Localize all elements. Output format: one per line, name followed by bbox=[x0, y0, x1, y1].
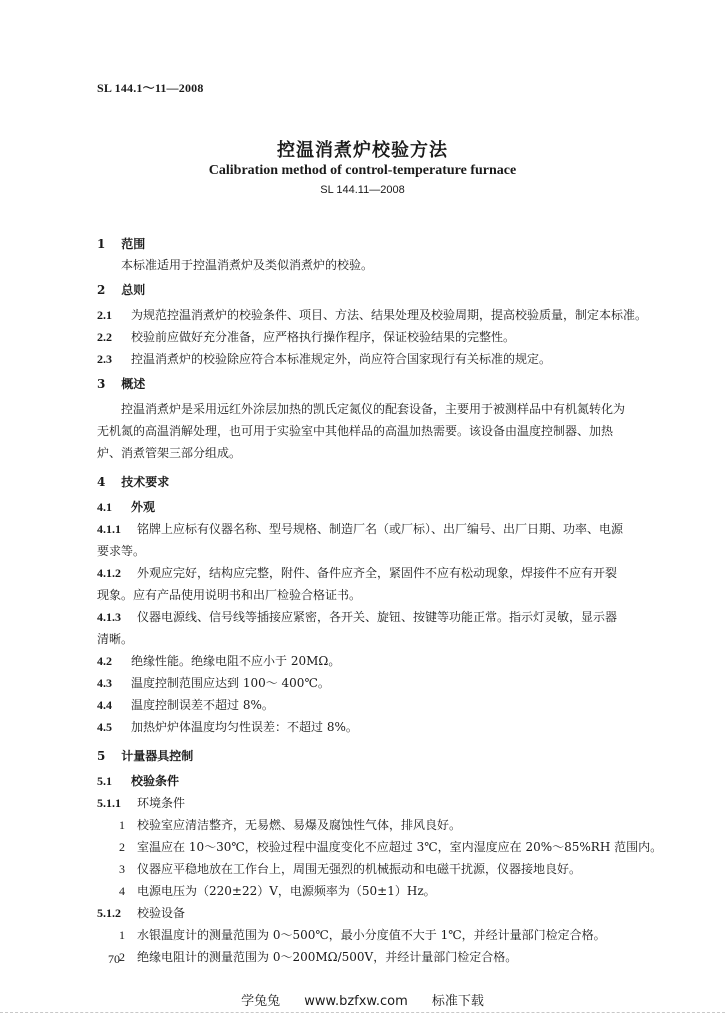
clause-text: 为规范控温消煮炉的校验条件、项目、方法、结果处理及校验周期，提高校验质量，制定本标准。 bbox=[131, 308, 648, 322]
clause-number: 5.1 bbox=[97, 774, 112, 788]
clause-number: 4.4 bbox=[97, 698, 112, 712]
section-5-heading bbox=[97, 746, 667, 766]
item-text: 校验室应清洁整齐，无易燃、易爆及腐蚀性气体，排风良好。 bbox=[137, 818, 462, 832]
equip-item-2 bbox=[97, 946, 667, 968]
section-2-heading bbox=[97, 280, 667, 300]
clause-number: 4.2 bbox=[97, 654, 112, 668]
item-number: 1 bbox=[119, 818, 125, 832]
clause-number: 4.5 bbox=[97, 720, 112, 734]
item-text: 电源电压为（220±22）V，电源频率为（50±1）Hz。 bbox=[137, 884, 436, 898]
clause-number: 2.1 bbox=[97, 308, 112, 322]
item-text: 绝缘电阻计的测量范围为 0～200MΩ/500V，并经计量部门检定合格。 bbox=[137, 950, 518, 964]
clause-text: 温度控制误差不超过 8%。 bbox=[131, 698, 274, 712]
section-number: 3 bbox=[97, 377, 106, 391]
item-text: 水银温度计的测量范围为 0～500℃，最小分度值不大于 1℃，并经计量部门检定合格。 bbox=[137, 928, 606, 942]
clause-number: 4.1 bbox=[97, 500, 112, 514]
section-4-heading bbox=[97, 472, 667, 492]
clause-2-3 bbox=[97, 348, 667, 370]
section-title: 计量器具控制 bbox=[121, 749, 194, 763]
section-title: 范围 bbox=[121, 237, 146, 251]
clause-title: 校验设备 bbox=[137, 906, 186, 920]
clause-4-1-3-cont: 清晰。 bbox=[97, 632, 134, 646]
clause-text: 控温消煮炉的校验除应符合本标准规定外，尚应符合国家现行有关标准的规定。 bbox=[131, 352, 552, 366]
overview-line-1: 控温消煮炉是采用远红外涂层加热的凯氏定氮仪的配套设备，主要用于被测样品中有机氮转化为 bbox=[121, 402, 626, 416]
watermark-footer bbox=[0, 990, 725, 1009]
section-3-heading bbox=[97, 374, 667, 394]
item-text: 室温应在 10～30℃，校验过程中温度变化不应超过 3℃，室内湿度应在 20%～85%RH 范围内。 bbox=[137, 840, 663, 854]
clause-2-2 bbox=[97, 326, 667, 348]
clause-5-1 bbox=[97, 770, 667, 792]
standard-code: SL 144.11—2008 bbox=[320, 184, 405, 196]
item-text: 仪器应平稳地放在工作台上，周围无强烈的机械振动和电磁干扰源，仪器接地良好。 bbox=[137, 862, 582, 876]
clause-4-5 bbox=[97, 716, 667, 738]
section-number: 2 bbox=[97, 283, 106, 297]
clause-title: 外观 bbox=[131, 500, 156, 514]
scan-edge-divider bbox=[0, 1012, 725, 1014]
clause-4-2 bbox=[97, 650, 667, 672]
clause-4-1-1 bbox=[97, 518, 667, 540]
section-1-text: 本标准适用于控温消煮炉及类似消煮炉的校验。 bbox=[121, 258, 374, 272]
clause-title: 校验条件 bbox=[131, 774, 180, 788]
item-number: 4 bbox=[119, 884, 125, 898]
env-item-1 bbox=[97, 814, 667, 836]
env-item-2 bbox=[97, 836, 667, 858]
section-number: 4 bbox=[97, 475, 106, 489]
clause-5-1-2 bbox=[97, 902, 667, 924]
footer-site-name: 学兔兔 bbox=[241, 994, 281, 1009]
item-number: 3 bbox=[119, 862, 125, 876]
overview-line-3: 炉、消煮管架三部分组成。 bbox=[97, 446, 242, 460]
clause-text: 仪器电源线、信号线等插接应紧密，各开关、旋钮、按键等功能正常。指示灯灵敏，显示器 bbox=[137, 610, 618, 624]
section-1-heading bbox=[97, 234, 667, 254]
section-title: 技术要求 bbox=[121, 475, 170, 489]
item-number: 2 bbox=[119, 950, 125, 964]
clause-number: 5.1.1 bbox=[97, 796, 121, 810]
item-number: 2 bbox=[119, 840, 125, 854]
clause-4-4 bbox=[97, 694, 667, 716]
clause-number: 4.3 bbox=[97, 676, 112, 690]
clause-number: 4.1.1 bbox=[97, 522, 121, 536]
section-number: 5 bbox=[97, 749, 106, 763]
section-number: 1 bbox=[97, 237, 106, 251]
equip-item-1 bbox=[97, 924, 667, 946]
clause-2-1 bbox=[97, 304, 667, 326]
footer-url: www.bzfxw.com bbox=[304, 994, 408, 1009]
overview-line-2: 无机氮的高温消解处理，也可用于实验室中其他样品的高温加热需要。该设备由温度控制器、加热 bbox=[97, 424, 614, 438]
section-title: 概述 bbox=[121, 377, 146, 391]
footer-label: 标准下载 bbox=[431, 994, 484, 1009]
item-number: 1 bbox=[119, 928, 125, 942]
clause-4-1-2 bbox=[97, 562, 667, 584]
clause-4-3 bbox=[97, 672, 667, 694]
clause-4-1-2-cont: 现象。应有产品使用说明书和出厂检验合格证书。 bbox=[97, 588, 362, 602]
clause-text: 校验前应做好充分准备，应严格执行操作程序，保证校验结果的完整性。 bbox=[131, 330, 516, 344]
clause-text: 外观应完好，结构应完整，附件、备件应齐全，紧固件不应有松动现象，焊接件不应有开裂 bbox=[137, 566, 618, 580]
clause-4-1-1-cont: 要求等。 bbox=[97, 544, 146, 558]
clause-text: 加热炉炉体温度均匀性误差：不超过 8%。 bbox=[131, 720, 358, 734]
page-number: 70 bbox=[108, 952, 120, 966]
clause-text: 温度控制范围应达到 100～ 400℃。 bbox=[131, 676, 330, 690]
clause-number: 4.1.3 bbox=[97, 610, 121, 624]
env-item-4 bbox=[97, 880, 667, 902]
clause-4-1 bbox=[97, 496, 667, 518]
running-header: SL 144.1～11—2008 bbox=[97, 81, 204, 95]
clause-5-1-1 bbox=[97, 792, 667, 814]
clause-text: 铭牌上应标有仪器名称、型号规格、制造厂名（或厂标）、出厂编号、出厂日期、功率、电源 bbox=[137, 522, 624, 536]
clause-title: 环境条件 bbox=[137, 796, 186, 810]
clause-number: 2.3 bbox=[97, 352, 112, 366]
env-item-3 bbox=[97, 858, 667, 880]
document-title-chinese: 控温消煮炉校验方法 bbox=[277, 140, 448, 161]
document-body bbox=[97, 234, 667, 968]
clause-4-1-3 bbox=[97, 606, 667, 628]
clause-text: 绝缘性能。绝缘电阻不应小于 20MΩ。 bbox=[131, 654, 341, 668]
clause-number: 5.1.2 bbox=[97, 906, 121, 920]
section-title: 总则 bbox=[121, 283, 146, 297]
clause-number: 4.1.2 bbox=[97, 566, 121, 580]
clause-number: 2.2 bbox=[97, 330, 112, 344]
document-title-english: Calibration method of control-temperature furnace bbox=[208, 163, 517, 178]
